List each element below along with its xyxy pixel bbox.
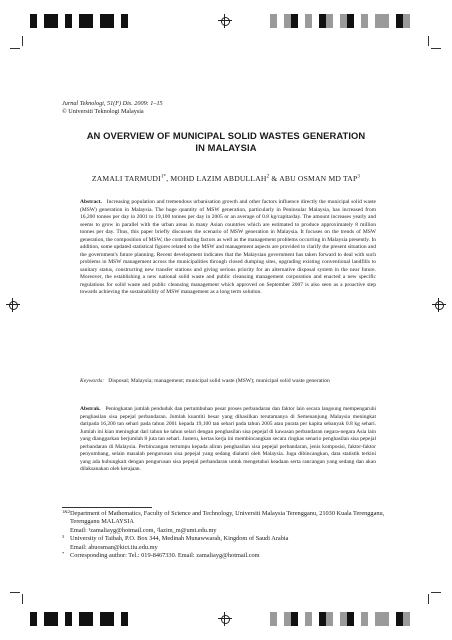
footnotes [62,510,392,560]
keywords [80,378,376,386]
registration-crosshair-left [6,298,20,312]
registration-crosshair-bottom [218,612,232,626]
abstract-english [80,199,376,297]
author-list [50,174,402,183]
crop-mark [431,48,441,49]
crop-mark [22,36,23,46]
author-name: ZAMALI TARMUDI [91,174,161,183]
registration-bar-bottom-left [30,612,128,626]
journal-citation [62,100,163,116]
footnote-email-1-2 [62,527,392,535]
crop-mark [22,594,23,604]
abstrak-text: Peningkatan jumlah penduduk dan pertumbuhan pesat proses perbandaran dan faktor lain secara langsung mempengaruhi penghasilan sisa pepejal perbandaran. Jumlah kuantiti besar yang dihasilkan terutamanya di Semenanjung Malaysia meningkat daripada 16,200 tan sehari pada tahun 2001 kepada 19,100 tan sehari pada tahun 2005 atau purata per kapita sebanyak 0.8 kg sehari. Jumlah ini kian meningkat dari tahun ke tahun selari dengan penghasilan sisa pepejal di kawasan perbandaran negara-negara Asia lain yang dianggarkan berjumlah 8 juta tan sehari. Justeru, kertas kerja ini membincangkan secara ringkas senario penghasilan sisa pepejal perbandaran di Malaysia. Perbincangan tertumpu kepada aliran penghasilan sisa pepejal perbandaran, jenis komposisi, faktor-faktor penyumbang, selain masalah pengurusan sisa pepejal yang sedang dialami oleh Malaysia. Juga dibincangkan, data statistik terkini yang ada hubungkait dengan pengurusan sisa pepejal perbandaran untuk mengetahui keadaan serta rancangan yang sedang dan akan dilaksanakan oleh kerajaan. [80,406,376,472]
author-affiliation-mark: 2 [266,174,270,180]
title-line-1: AN OVERVIEW OF MUNICIPAL SOLID WASTES GENERATION [86,130,366,141]
author-separator: , [166,174,171,183]
journal-line: Jurnal Teknologi, 51(F) Dis. 2009: 1–15 [62,100,163,107]
registration-bar-top-left [30,14,128,28]
author-affiliation-mark: 3 [357,174,361,180]
author-name: ABU OSMAN MD TAP [279,174,358,183]
abstract-malay [80,406,376,474]
footnote-text: University of Taibah, P.O. Box 344, Medinah Munawwarah, Kingdom of Saudi Arabia [70,535,289,543]
registration-crosshair-right [432,298,446,312]
copyright-line: © Universiti Teknologi Malaysia [62,108,144,116]
footnote-mark: 3 [62,534,65,540]
author-name: MOHD LAZIM ABDULLAH [170,174,267,183]
footnote-mark: * [62,551,65,557]
footnote-email-3 [62,544,392,552]
footnote-divider [62,507,152,508]
footnote-text: Email: ¹zamaliayg@hotmail.com, ²lazim_m@umt.edu.my [70,526,217,534]
crop-mark [428,594,429,604]
registration-bar-top-right [270,14,410,28]
abstract-text: Increasing population and tremendous urbanisation growth and other factors influence directly the municipal solid waste (MSW) generation in Malaysia. The huge quantity of MSW generation, particularly in Peninsular Malaysia, has increased from 16,200 tonnes per day in 2001 to 19,100 tonnes per day in 2005 or an average of 0.8 kg/capita/day. The amount increases yearly and seems to grow in parallel with the urban areas in many Asian countries which are estimated to produce approximately 8 million tonnes per day. Thus, this paper briefly discusses the scenario of MSW generation in Malaysia. It focuses on the trends of MSW generation, the composition of MSW, the contributing factors as well as the management problems occurring in Malaysia presently. In addition, some updated statistical figures related to the MSW and management aspects are provided to clarify the present situation and the government's future planning. Recent development indicates that the Malaysian government has taken forward to deal with such problems in MSW management across the municipalities through closed dumping sites, upgrading existing conventional landfills to sanitary status, constructing new transfer stations and giving serious priority for an alternative disposal system in the near future. Moreover, the establishing a new national solid waste and public cleansing management corporation and enacted a new specific regulations for solid waste and public cleansing management which approved on September 2007 is also seen as a proactive step towards achieving the sustainability of MSW management as a long term solution. [80,199,377,295]
footnote-text: Email: abuosman@kict.iiu.edu.my [70,543,158,551]
abstrak-label: Abstrak. [80,406,101,412]
title-line-2: IN MALAYSIA [195,142,257,153]
keywords-label: Keywords: [80,378,105,384]
footnote-text: Corresponding author: Tel.: 019-8467330. Email: zamaliayg@hotmail.com [70,552,260,560]
registration-crosshair-top [218,14,232,28]
crop-mark [10,592,20,593]
footnote-affiliation-3 [62,535,392,543]
footnote-mark: 1&2 [62,509,71,514]
keywords-text: Disposal; Malaysia; management; municipal solid waste (MSW); municipal solid waste generation [108,378,330,384]
crop-mark [10,48,20,49]
paper-title [50,130,402,154]
author-affiliation-mark: 1* [160,174,167,180]
footnote-corresponding-author [62,552,392,560]
footnote-text: Department of Mathematics, Faculty of Science and Technology, Universiti Malaysia Terengganu, 21030 Kuala Terengganu, Terengganu MALAYSIA [70,510,385,526]
author-separator: & [269,174,280,183]
crop-mark [431,592,441,593]
registration-bar-bottom-right [270,612,410,626]
crop-mark [428,36,429,46]
abstract-label: Abstract. [80,199,102,205]
footnote-affiliation-1-2 [62,510,392,527]
